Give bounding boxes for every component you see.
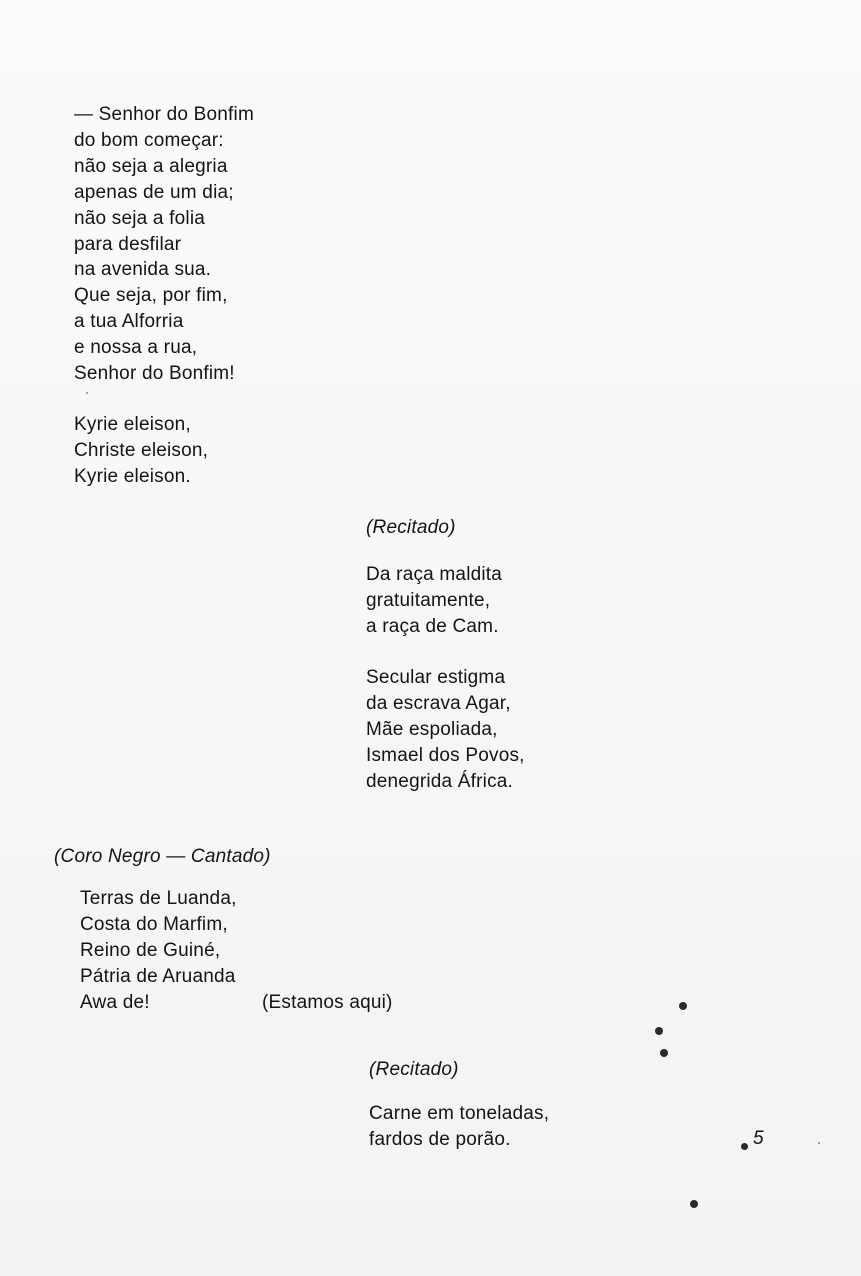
- ink-dot: [679, 1002, 687, 1010]
- estamos-aqui: [262, 990, 393, 1016]
- verse-line: para desfilar: [74, 233, 182, 255]
- ink-dot: [660, 1049, 668, 1057]
- verse-line: (Estamos aqui): [262, 992, 393, 1013]
- verse-line: Awa de!: [80, 991, 150, 1013]
- recitado-heading-2: [369, 1057, 459, 1083]
- verse-line: a tua Alforria: [74, 311, 184, 333]
- stanza-kyrie: [74, 412, 208, 490]
- stage-direction: (Recitado): [366, 517, 456, 538]
- verse-line: Costa do Marfim,: [80, 913, 228, 935]
- stage-direction: (Coro Negro — Cantado): [54, 846, 271, 867]
- ink-dot: [655, 1027, 663, 1035]
- stanza-secular-estigma: [366, 665, 525, 795]
- verse-line: Ismael dos Povos,: [366, 744, 525, 766]
- ink-dot: [690, 1200, 698, 1208]
- verse-line: fardos de porão.: [369, 1128, 511, 1150]
- verse-line: Reino de Guiné,: [80, 939, 221, 961]
- stanza-raca-maldita: [366, 562, 502, 640]
- verse-line: Carne em toneladas,: [369, 1103, 550, 1124]
- coro-negro-heading: [54, 844, 271, 870]
- stage-direction: (Recitado): [369, 1059, 459, 1080]
- verse-line: e nossa a rua,: [74, 337, 198, 359]
- verse-line: gratuitamente,: [366, 589, 491, 611]
- stanza-carne-em-toneladas: [369, 1101, 549, 1153]
- verse-line: não seja a alegria: [74, 155, 228, 177]
- ink-speck: [818, 1142, 820, 1144]
- verse-line: Kyrie eleison,: [74, 414, 191, 435]
- verse-line: não seja a folia: [74, 207, 206, 229]
- verse-line: Kyrie eleison.: [74, 465, 191, 487]
- verse-line: Senhor do Bonfim!: [74, 363, 235, 385]
- verse-line: denegrida África.: [366, 770, 514, 792]
- verse-line: Christe eleison,: [74, 439, 209, 461]
- verse-line: Secular estigma: [366, 667, 506, 688]
- verse-line: Que seja, por fim,: [74, 285, 228, 307]
- verse-line: — Senhor do Bonfim: [74, 104, 254, 125]
- recitado-heading-1: [366, 515, 456, 541]
- ink-dot: [741, 1143, 748, 1150]
- verse-line: Mãe espoliada,: [366, 718, 498, 740]
- stanza-senhor-do-bonfim: [74, 102, 254, 387]
- verse-line: do bom começar:: [74, 129, 224, 151]
- page-number: 5: [753, 1128, 764, 1149]
- stanza-terras-de-luanda: [80, 886, 237, 1016]
- ink-speck: [86, 392, 88, 394]
- verse-line: Pátria de Aruanda: [80, 965, 236, 987]
- verse-line: Terras de Luanda,: [80, 888, 237, 909]
- verse-line: Da raça maldita: [366, 564, 503, 585]
- verse-line: da escrava Agar,: [366, 692, 511, 714]
- verse-line: na avenida sua.: [74, 259, 212, 281]
- verse-line: a raça de Cam.: [366, 615, 499, 637]
- verse-line: apenas de um dia;: [74, 181, 234, 203]
